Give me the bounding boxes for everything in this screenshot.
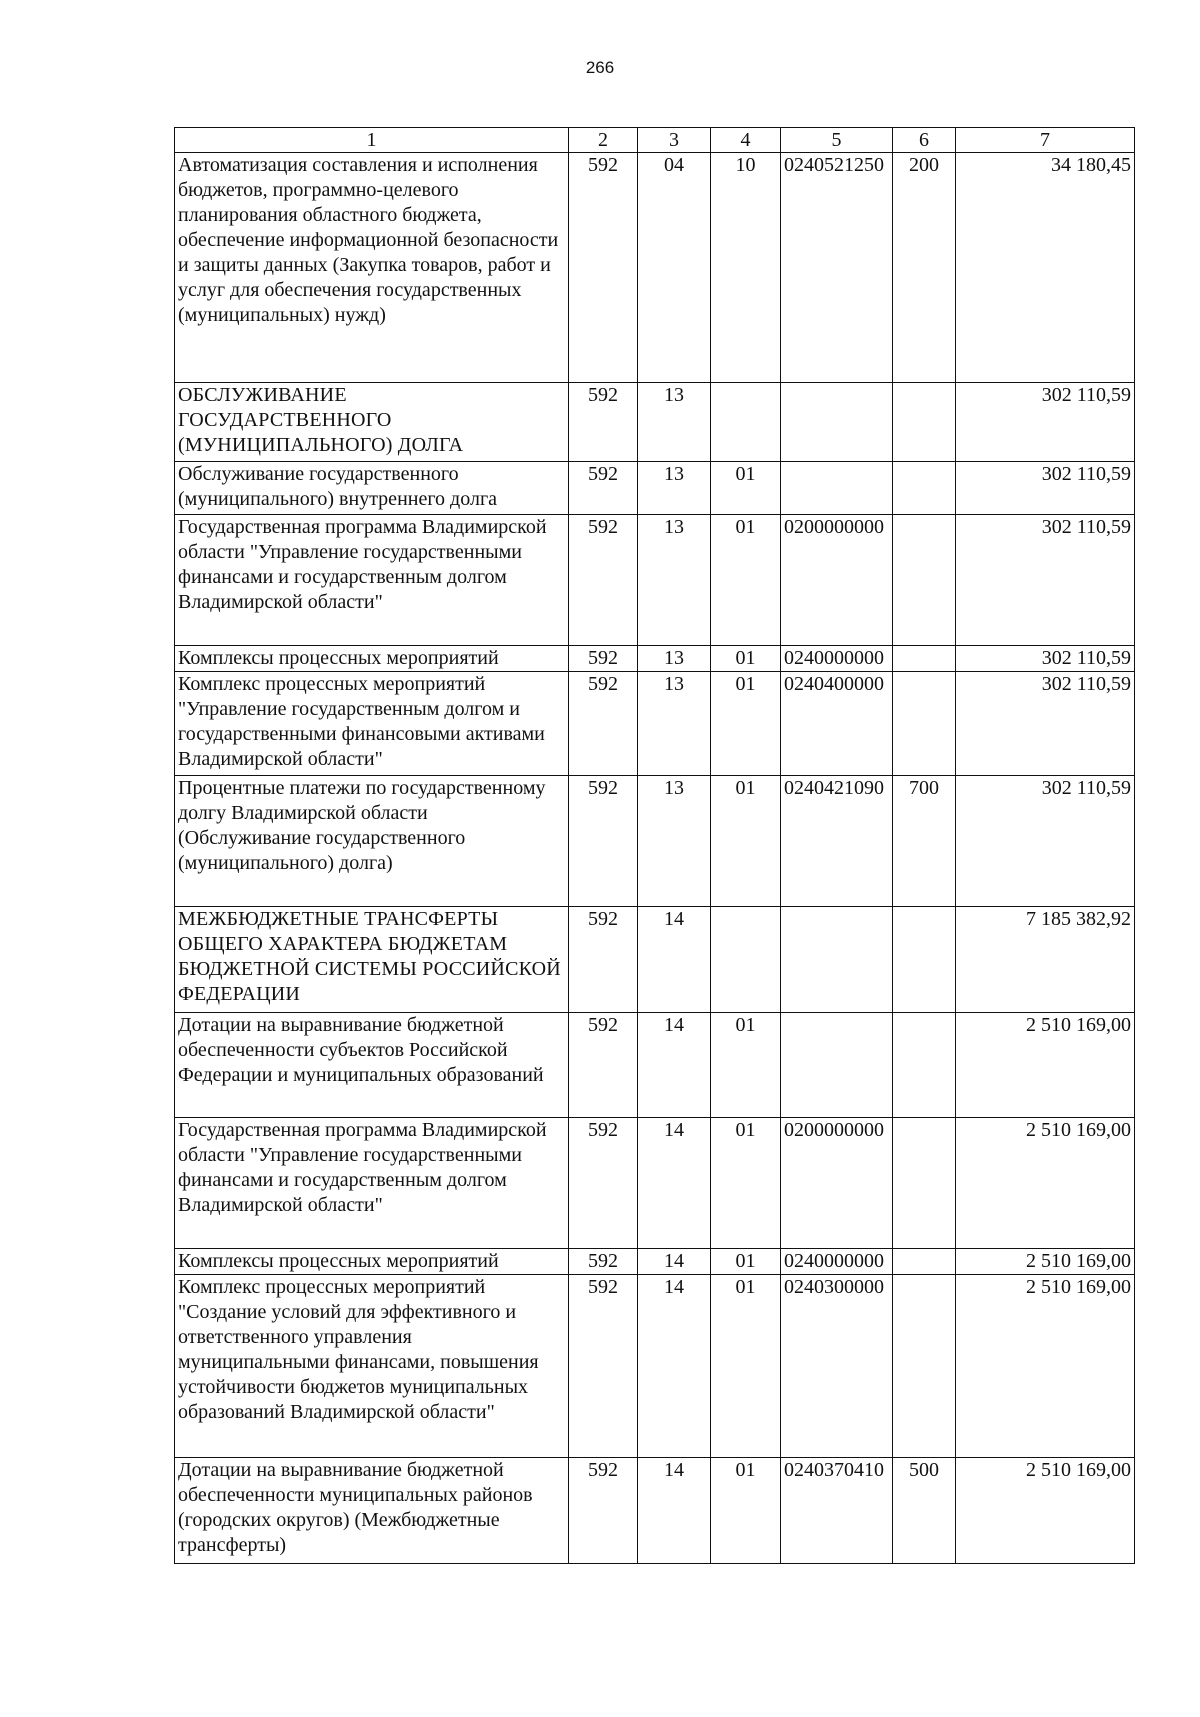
header-col-2: 2 xyxy=(569,128,638,153)
row-col-6 xyxy=(893,1013,956,1118)
row-col-3: 14 xyxy=(638,1275,711,1458)
table-row xyxy=(175,646,1135,672)
row-col-3: 14 xyxy=(638,1249,711,1275)
row-col-7: 302 110,59 xyxy=(956,383,1135,462)
row-col-4: 01 xyxy=(711,1249,781,1275)
row-name: Комплекс процессных мероприятий "Управление государственным долгом и государственными финансовыми активами Владимирской области" xyxy=(175,672,569,776)
row-name: Дотации на выравнивание бюджетной обеспеченности муниципальных районов (городских округов) (Межбюджетные трансферты) xyxy=(175,1458,569,1564)
row-name: Обслуживание государственного (муниципального) внутреннего долга xyxy=(175,462,569,515)
row-col-6 xyxy=(893,515,956,646)
header-row xyxy=(175,128,1135,153)
row-col-5: 0240400000 xyxy=(781,672,893,776)
header-col-1: 1 xyxy=(175,128,569,153)
row-col-2: 592 xyxy=(569,1275,638,1458)
row-col-3: 14 xyxy=(638,1013,711,1118)
table-row xyxy=(175,907,1135,1013)
table-row xyxy=(175,515,1135,646)
row-name: Комплекс процессных мероприятий "Создание условий для эффективного и ответственного управления муниципальными финансами, повышения устойчивости бюджетов муниципальных образований Владимирской области" xyxy=(175,1275,569,1458)
row-col-5: 0200000000 xyxy=(781,515,893,646)
row-col-5 xyxy=(781,383,893,462)
row-col-6 xyxy=(893,383,956,462)
row-col-3: 13 xyxy=(638,776,711,907)
row-col-2: 592 xyxy=(569,515,638,646)
row-col-7: 302 110,59 xyxy=(956,776,1135,907)
row-col-6: 200 xyxy=(893,153,956,383)
header-col-5: 5 xyxy=(781,128,893,153)
row-col-2: 592 xyxy=(569,646,638,672)
row-name: Комплексы процессных мероприятий xyxy=(175,1249,569,1275)
row-col-5 xyxy=(781,1013,893,1118)
header-col-7: 7 xyxy=(956,128,1135,153)
row-col-6 xyxy=(893,462,956,515)
row-col-3: 13 xyxy=(638,515,711,646)
row-col-6 xyxy=(893,907,956,1013)
row-col-4: 10 xyxy=(711,153,781,383)
row-col-7: 7 185 382,92 xyxy=(956,907,1135,1013)
row-col-4: 01 xyxy=(711,515,781,646)
header-col-4: 4 xyxy=(711,128,781,153)
row-col-5: 0240421090 xyxy=(781,776,893,907)
row-col-3: 14 xyxy=(638,1118,711,1249)
row-name: Процентные платежи по государственному долгу Владимирской области (Обслуживание государственного (муниципального) долга) xyxy=(175,776,569,907)
table-row xyxy=(175,153,1135,383)
row-col-2: 592 xyxy=(569,1249,638,1275)
table-row xyxy=(175,462,1135,515)
header-col-6: 6 xyxy=(893,128,956,153)
row-col-7: 34 180,45 xyxy=(956,153,1135,383)
row-name: Государственная программа Владимирской области "Управление государственными финансами и государственным долгом Владимирской области" xyxy=(175,1118,569,1249)
row-col-2: 592 xyxy=(569,1118,638,1249)
row-col-5: 0200000000 xyxy=(781,1118,893,1249)
row-col-6 xyxy=(893,1118,956,1249)
table-row xyxy=(175,1118,1135,1249)
row-col-5 xyxy=(781,907,893,1013)
row-col-4: 01 xyxy=(711,462,781,515)
row-col-7: 302 110,59 xyxy=(956,646,1135,672)
table-row xyxy=(175,1013,1135,1118)
row-col-7: 2 510 169,00 xyxy=(956,1275,1135,1458)
budget-table xyxy=(174,127,1135,1564)
row-col-3: 13 xyxy=(638,462,711,515)
table-row xyxy=(175,1275,1135,1458)
row-col-7: 302 110,59 xyxy=(956,462,1135,515)
row-col-7: 302 110,59 xyxy=(956,515,1135,646)
table-row xyxy=(175,1458,1135,1564)
row-name: Автоматизация составления и исполнения бюджетов, программно-целевого планирования областного бюджета, обеспечение информационной безопасности и защиты данных (Закупка товаров, работ и услуг для обеспечения государственных (муниципальных) нужд) xyxy=(175,153,569,383)
row-col-5: 0240370410 xyxy=(781,1458,893,1564)
row-col-6 xyxy=(893,1275,956,1458)
row-col-2: 592 xyxy=(569,776,638,907)
row-col-5: 0240300000 xyxy=(781,1275,893,1458)
row-col-7: 302 110,59 xyxy=(956,672,1135,776)
row-col-4: 01 xyxy=(711,1458,781,1564)
row-col-2: 592 xyxy=(569,1458,638,1564)
row-col-6 xyxy=(893,646,956,672)
row-name: Государственная программа Владимирской области "Управление государственными финансами и государственным долгом Владимирской области" xyxy=(175,515,569,646)
row-col-7: 2 510 169,00 xyxy=(956,1118,1135,1249)
row-col-6 xyxy=(893,1249,956,1275)
row-col-3: 13 xyxy=(638,383,711,462)
row-col-4: 01 xyxy=(711,646,781,672)
row-col-4: 01 xyxy=(711,1118,781,1249)
table-row xyxy=(175,672,1135,776)
row-col-6 xyxy=(893,672,956,776)
row-col-5: 0240000000 xyxy=(781,646,893,672)
row-col-2: 592 xyxy=(569,907,638,1013)
row-col-4 xyxy=(711,907,781,1013)
row-col-2: 592 xyxy=(569,1013,638,1118)
row-col-6: 500 xyxy=(893,1458,956,1564)
row-col-4 xyxy=(711,383,781,462)
row-col-7: 2 510 169,00 xyxy=(956,1013,1135,1118)
row-col-6: 700 xyxy=(893,776,956,907)
row-col-2: 592 xyxy=(569,383,638,462)
row-col-3: 13 xyxy=(638,646,711,672)
row-col-5: 0240521250 xyxy=(781,153,893,383)
row-col-2: 592 xyxy=(569,462,638,515)
row-col-2: 592 xyxy=(569,153,638,383)
row-name: Комплексы процессных мероприятий xyxy=(175,646,569,672)
header-col-3: 3 xyxy=(638,128,711,153)
table-row xyxy=(175,776,1135,907)
row-col-3: 14 xyxy=(638,1458,711,1564)
row-col-3: 04 xyxy=(638,153,711,383)
row-col-4: 01 xyxy=(711,776,781,907)
row-col-4: 01 xyxy=(711,1013,781,1118)
row-col-7: 2 510 169,00 xyxy=(956,1458,1135,1564)
row-col-5 xyxy=(781,462,893,515)
row-col-5: 0240000000 xyxy=(781,1249,893,1275)
row-col-4: 01 xyxy=(711,1275,781,1458)
row-col-3: 13 xyxy=(638,672,711,776)
row-col-3: 14 xyxy=(638,907,711,1013)
table-row xyxy=(175,383,1135,462)
row-name: МЕЖБЮДЖЕТНЫЕ ТРАНСФЕРТЫ ОБЩЕГО ХАРАКТЕРА БЮДЖЕТАМ БЮДЖЕТНОЙ СИСТЕМЫ РОССИЙСКОЙ ФЕДЕРАЦИИ xyxy=(175,907,569,1013)
table-row xyxy=(175,1249,1135,1275)
page-number: 266 xyxy=(585,58,615,77)
row-name: Дотации на выравнивание бюджетной обеспеченности субъектов Российской Федерации и муниципальных образований xyxy=(175,1013,569,1118)
row-col-2: 592 xyxy=(569,672,638,776)
row-col-4: 01 xyxy=(711,672,781,776)
row-col-7: 2 510 169,00 xyxy=(956,1249,1135,1275)
row-name: ОБСЛУЖИВАНИЕ ГОСУДАРСТВЕННОГО (МУНИЦИПАЛЬНОГО) ДОЛГА xyxy=(175,383,569,462)
